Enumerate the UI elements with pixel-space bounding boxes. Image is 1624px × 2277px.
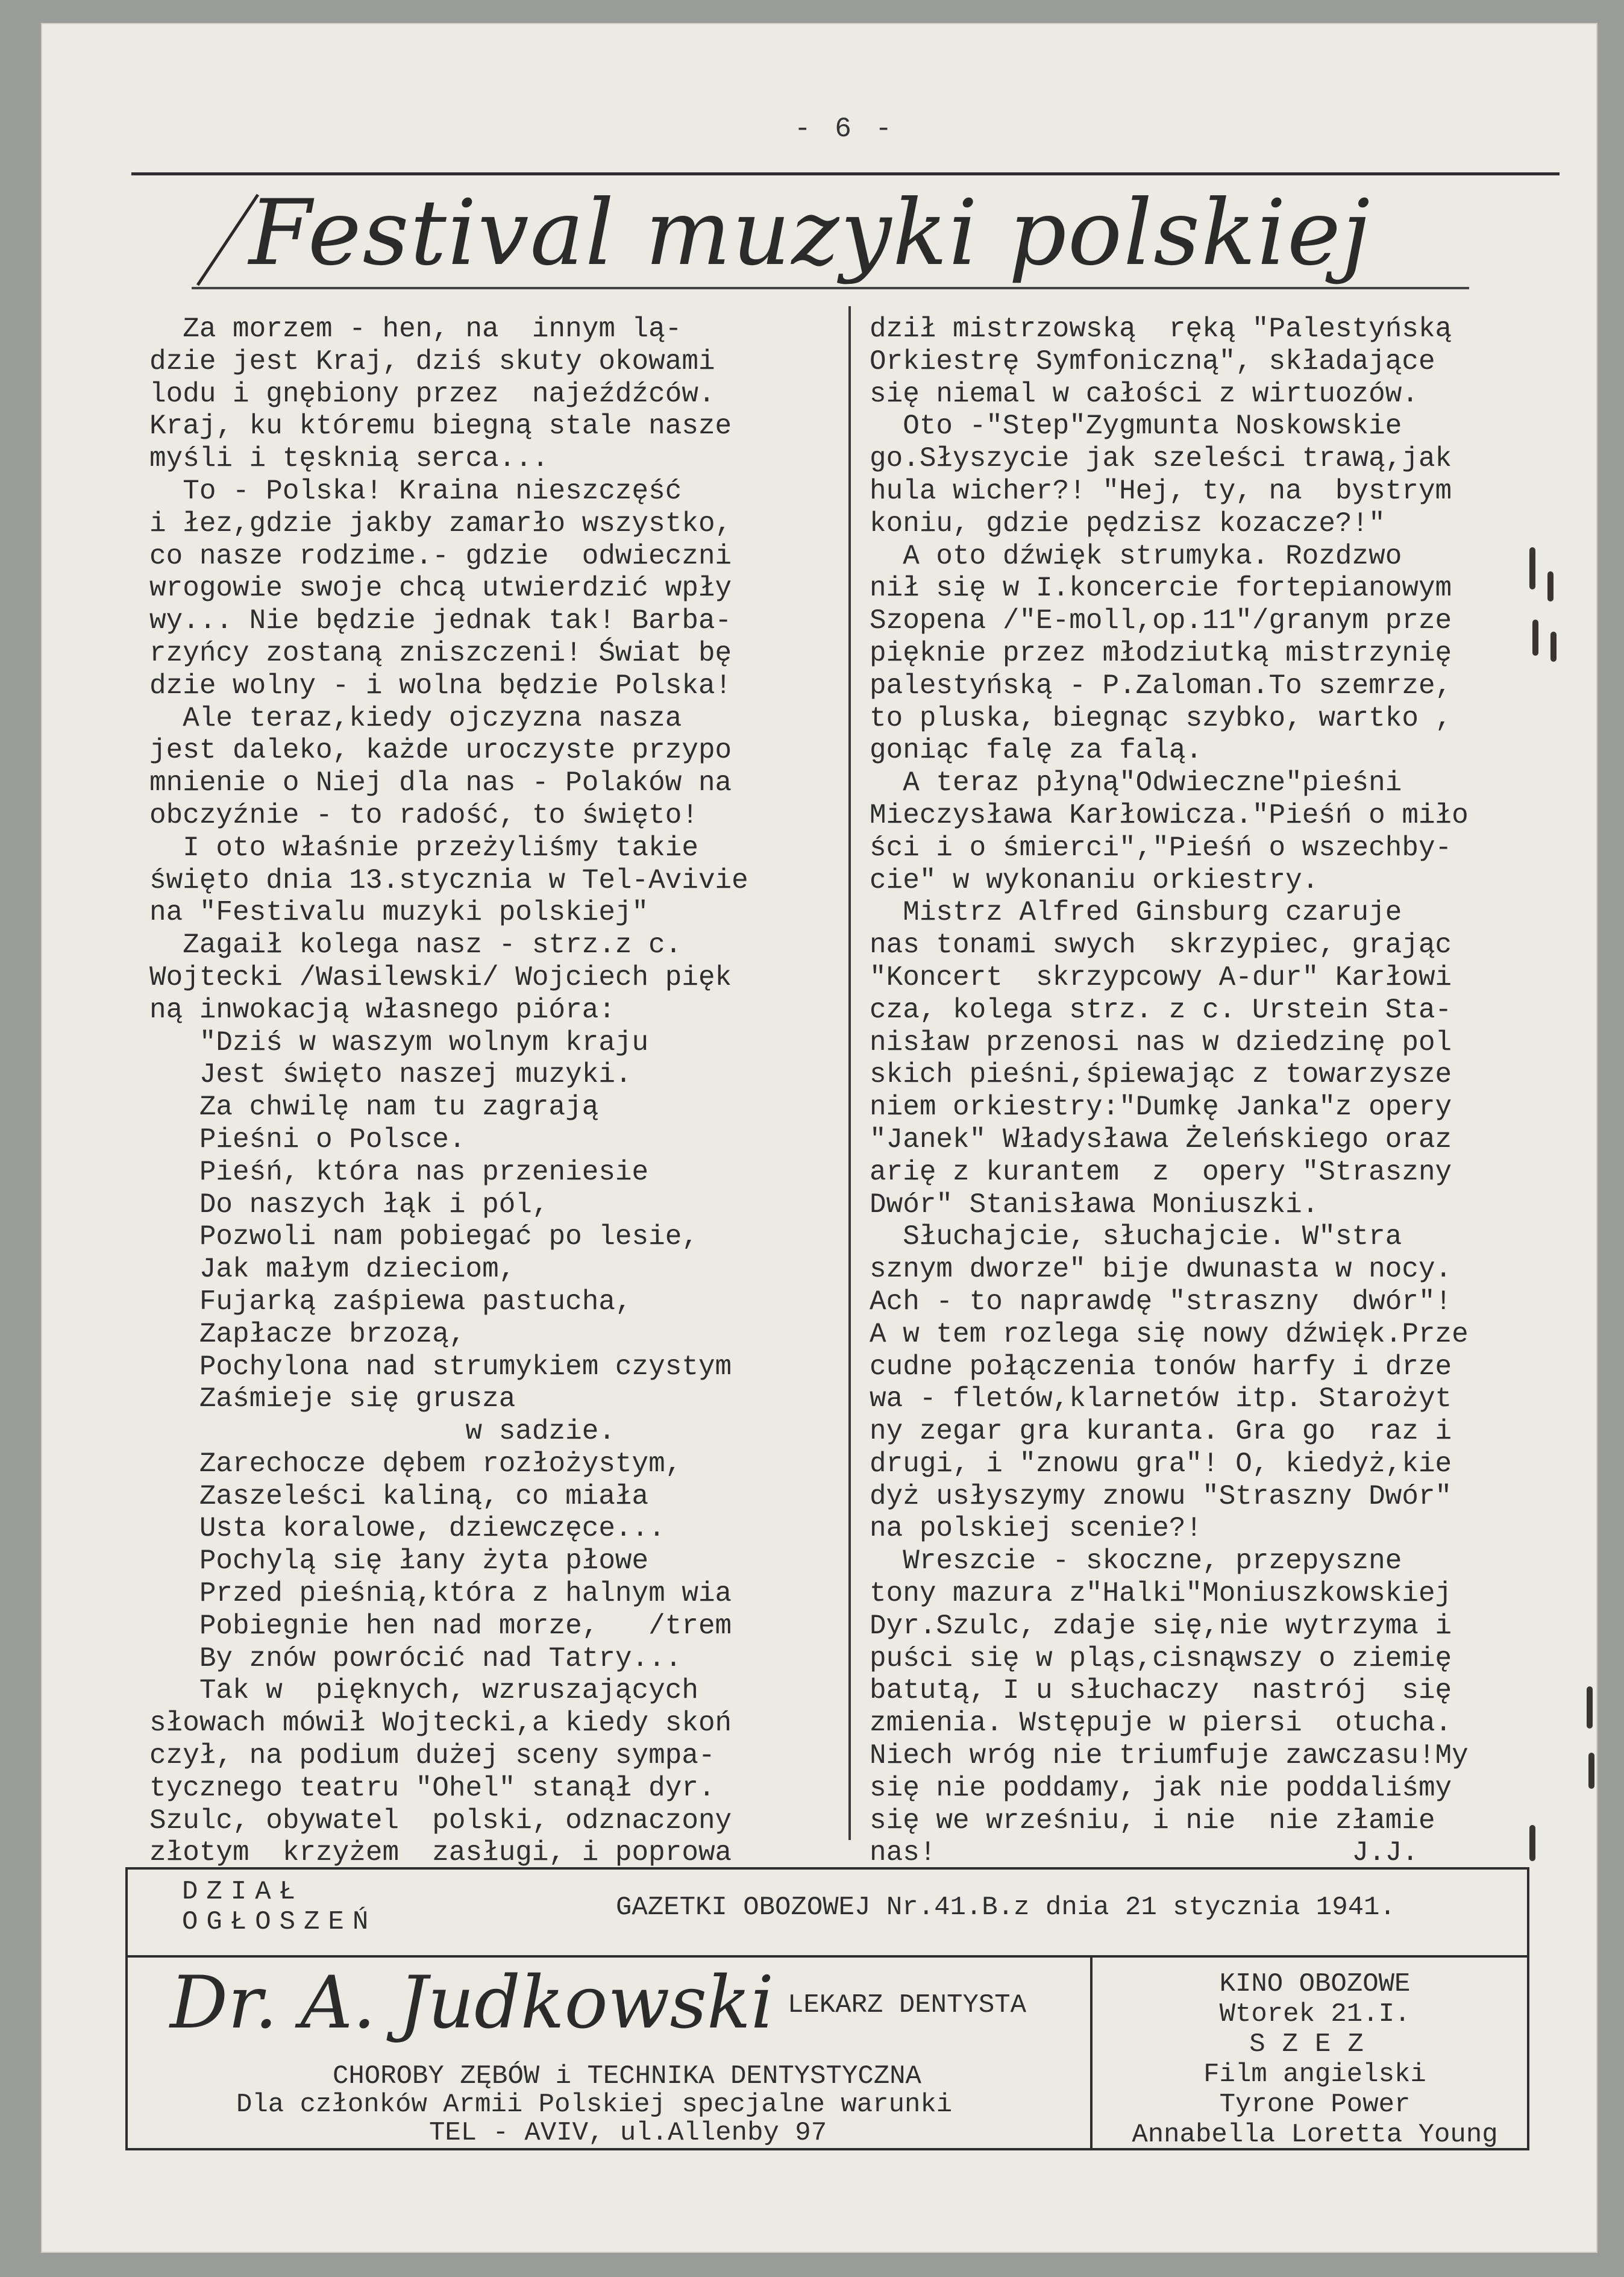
text-line: A teraz płyną"Odwieczne"pieśni: [870, 767, 1402, 799]
cinema-film-title: SZEZ: [1249, 2029, 1381, 2059]
text-line: To - Polska! Kraina nieszczęść: [149, 475, 682, 507]
text-line: puści się w pląs,cisnąwszy o ziemię: [870, 1642, 1452, 1674]
text-line: Mieczysława Karłowicza."Pieśń o miło: [870, 799, 1469, 831]
text-line: Za morzem - hen, na innym lą-: [149, 313, 682, 345]
text-line: Jest święto naszej muzyki.: [149, 1059, 632, 1091]
text-line: A oto dźwięk strumyka. Rozdzwo: [870, 540, 1402, 572]
ad-divider: [1090, 1955, 1093, 2150]
column-divider: [848, 306, 851, 1840]
staple-mark: [1587, 1686, 1593, 1729]
text-line: Tak w pięknych, wzruszających: [149, 1675, 698, 1707]
text-line: Dyr.Szulc, zdaje się,nie wytrzyma i: [870, 1610, 1452, 1642]
text-line: tycznego teatru "Ohel" stanął dyr.: [149, 1772, 715, 1804]
text-line: mnienie o Niej dla nas - Polaków na: [149, 767, 732, 799]
ad-section-heading: [182, 1877, 377, 1937]
text-line: ny zegar gra kuranta. Gra go raz i: [870, 1416, 1452, 1448]
article-title: Festival muzyki polskiej: [249, 181, 1372, 286]
text-line: Zarechocze dębem rozłożystym,: [149, 1448, 682, 1480]
text-line: co nasze rodzime.- gdzie odwieczni: [149, 540, 732, 572]
advertisement-section: [125, 1867, 1529, 2150]
staple-mark: [1547, 571, 1553, 601]
text-line: w sadzie.: [149, 1416, 615, 1448]
text-line: Pobiegnie hen nad morze, /trem: [149, 1610, 732, 1642]
text-line: wa - fletów,klarnetów itp. Starożyt: [870, 1383, 1452, 1415]
text-line: goniąc falę za falą.: [870, 735, 1203, 767]
text-line: rzyńcy zostaną zniszczeni! Świat bę: [149, 637, 732, 669]
text-line: pięknie przez młodziutką mistrzynię: [870, 637, 1452, 669]
newspaper-page: [41, 23, 1597, 2253]
text-line: Fujarką zaśpiewa pastucha,: [149, 1286, 632, 1318]
text-line: "Koncert skrzypcowy A-dur" Karłowi: [870, 961, 1452, 993]
text-line: czył, na podium dużej sceny sympa-: [149, 1740, 715, 1772]
text-line: się we wrześniu, i nie nie złamie: [870, 1804, 1435, 1836]
staple-mark: [1529, 547, 1535, 589]
text-line: Zaszeleści kaliną, co miała: [149, 1480, 649, 1512]
text-line: ną inwokacją własnego pióra:: [149, 994, 615, 1026]
text-line: słowach mówił Wojtecki,a kiedy skoń: [149, 1707, 732, 1739]
cinema-film-type: Film angielski: [1203, 2059, 1426, 2090]
title-underline: [192, 287, 1469, 289]
dentist-title: LEKARZ DENTYSTA: [788, 1990, 1027, 2020]
text-line: I oto właśnie przeżyliśmy takie: [149, 832, 698, 864]
text-line: się nie poddamy, jak nie poddaliśmy: [870, 1772, 1452, 1804]
text-line: nisław przenosi nas w dziedzinę pol: [870, 1026, 1452, 1058]
text-line: hula wicher?! "Hej, ty, na bystrym: [870, 475, 1452, 507]
text-line: nas! J.J.: [870, 1837, 1419, 1869]
text-line: skich pieśni,śpiewając z towarzysze: [870, 1059, 1452, 1091]
text-line: batutą, I u słuchaczy nastrój się: [870, 1675, 1452, 1707]
text-line: dzie wolny - i wolna będzie Polska!: [149, 670, 732, 702]
top-rule: [131, 172, 1560, 175]
dentist-address: TEL - AVIV, ul.Allenby 97: [429, 2118, 827, 2148]
text-line: Za chwilę nam tu zagrają: [149, 1091, 599, 1123]
staple-mark: [1588, 1753, 1594, 1789]
text-line: myśli i tęsknią serca...: [149, 443, 549, 475]
text-line: Mistrz Alfred Ginsburg czaruje: [870, 897, 1402, 929]
cinema-actor: Tyrone Power: [1219, 2090, 1411, 2120]
staple-mark: [1532, 620, 1538, 656]
text-line: niem orkiestry:"Dumkę Janka"z opery: [870, 1091, 1452, 1123]
text-line: święto dnia 13.stycznia w Tel-Avivie: [149, 864, 748, 896]
text-line: Niech wróg nie triumfuje zawczasu!My: [870, 1740, 1469, 1772]
text-line: cie" w wykonaniu orkiestry.: [870, 864, 1319, 896]
article-left-column: [149, 313, 830, 1870]
text-line: dzie jest Kraj, dziś skuty okowami: [149, 345, 715, 377]
text-line: Usta koralowe, dziewczęce...: [149, 1513, 665, 1545]
cinema-date: Wtorek 21.I.: [1219, 1999, 1411, 2029]
dentist-services: CHOROBY ZĘBÓW i TECHNIKA DENTYSTYCZNA: [333, 2061, 921, 2091]
text-line: Przed pieśnią,która z halnym wia: [149, 1578, 732, 1610]
text-line: ści i o śmierci","Pieśń o wszechby-: [870, 832, 1452, 864]
text-line: obczyźnie - to radość, to święto!: [149, 799, 698, 831]
text-line: "Dziś w waszym wolnym kraju: [149, 1026, 649, 1058]
text-line: się niemal w całości z wirtuozów.: [870, 378, 1419, 410]
text-line: to pluska, biegnąc szybko, wartko ,: [870, 702, 1452, 734]
text-line: wrogowie swoje chcą utwierdzić wpły: [149, 573, 732, 605]
text-line: zmienia. Wstępuje w piersi otucha.: [870, 1707, 1452, 1739]
text-line: Zapłacze brzozą,: [149, 1318, 466, 1350]
text-line: Szopena /"E-moll,op.11"/granym prze: [870, 605, 1452, 637]
text-line: A w tem rozlega się nowy dźwięk.Prze: [870, 1318, 1469, 1350]
text-line: go.Słyszycie jak szeleści trawą,jak: [870, 443, 1452, 475]
text-line: Pieśni o Polsce.: [149, 1123, 466, 1155]
text-line: Jak małym dzieciom,: [149, 1254, 516, 1286]
dentist-name: Dr. A. Judkowski: [170, 1961, 774, 2045]
text-line: Do naszych łąk i pól,: [149, 1189, 549, 1220]
text-line: i łez,gdzie jakby zamarło wszystko,: [149, 507, 732, 539]
text-line: Pochylą się łany żyta płowe: [149, 1545, 649, 1577]
text-line: nił się w I.koncercie fortepianowym: [870, 573, 1452, 605]
text-line: złotym krzyżem zasługi, i poprowa: [149, 1837, 732, 1869]
text-line: Orkiestrę Symfoniczną", składające: [870, 345, 1435, 377]
text-line: sznym dworze" bije dwunasta w nocy.: [870, 1254, 1452, 1286]
text-line: cudne połączenia tonów harfy i drze: [870, 1351, 1452, 1383]
text-line: drugi, i "znowu gra"! O, kiedyż,kie: [870, 1448, 1452, 1480]
text-line: na polskiej scenie?!: [870, 1513, 1203, 1545]
text-line: Kraj, ku któremu biegną stale nasze: [149, 410, 732, 442]
text-line: Zagaił kolega nasz - strz.z c.: [149, 929, 682, 961]
text-line: dził mistrzowską ręką "Palestyńską: [870, 313, 1452, 345]
dentist-offer: Dla członków Armii Polskiej specjalne warunki: [236, 2090, 953, 2120]
text-line: cza, kolega strz. z c. Urstein Sta-: [870, 994, 1452, 1026]
text-line: "Janek" Władysława Żeleńskiego oraz: [870, 1123, 1452, 1155]
text-line: dyż usłyszymy znowu "Straszny Dwór": [870, 1480, 1452, 1512]
text-line: Pozwoli nam pobiegać po lesie,: [149, 1221, 698, 1253]
text-line: Ach - to naprawdę "straszny dwór"!: [870, 1286, 1452, 1318]
text-line: Oto -"Step"Zygmunta Noskowskie: [870, 410, 1402, 442]
text-line: Ale teraz,kiedy ojczyzna nasza: [149, 702, 682, 734]
gazette-issue-info: GAZETKI OBOZOWEJ Nr.41.B.z dnia 21 stycznia 1941.: [616, 1892, 1396, 1923]
text-line: Pochylona nad strumykiem czystym: [149, 1351, 732, 1383]
text-line: palestyńską - P.Zaloman.To szemrze,: [870, 670, 1452, 702]
staple-mark: [1529, 1825, 1535, 1861]
text-line: nas tonami swych skrzypiec, grając: [870, 929, 1452, 961]
text-line: By znów powrócić nad Tatry...: [149, 1642, 682, 1674]
staple-mark: [1550, 632, 1557, 662]
text-line: koniu, gdzie pędzisz kozacze?!": [870, 507, 1385, 539]
text-line: wy... Nie będzie jednak tak! Barba-: [149, 605, 732, 637]
text-line: Wojtecki /Wasilewski/ Wojciech pięk: [149, 961, 732, 993]
page-number: - 6 -: [794, 113, 896, 145]
cinema-actors: Annabella Loretta Young: [1132, 2120, 1498, 2150]
article-right-column: [870, 313, 1526, 1870]
ad-section-line2: OGŁOSZEŃ: [182, 1907, 377, 1937]
text-line: Pieśń, która nas przeniesie: [149, 1156, 649, 1188]
ad-section-line1: DZIAŁ: [182, 1877, 304, 1907]
text-line: lodu i gnębiony przez najeźdźców.: [149, 378, 715, 410]
text-line: Słuchajcie, słuchajcie. W"stra: [870, 1221, 1402, 1253]
text-line: jest daleko, każde uroczyste przypo: [149, 735, 732, 767]
text-line: Wreszcie - skoczne, przepyszne: [870, 1545, 1402, 1577]
text-line: Zaśmieje się grusza: [149, 1383, 516, 1415]
ad-header-rule: [128, 1955, 1527, 1958]
text-line: Szulc, obywatel polski, odznaczony: [149, 1804, 732, 1836]
text-line: arię z kurantem z opery "Straszny: [870, 1156, 1452, 1188]
cinema-name: KINO OBOZOWE: [1219, 1969, 1411, 1999]
text-line: na "Festivalu muzyki polskiej": [149, 897, 649, 929]
text-line: tony mazura z"Halki"Moniuszkowskiej: [870, 1578, 1452, 1610]
text-line: Dwór" Stanisława Moniuszki.: [870, 1189, 1319, 1220]
